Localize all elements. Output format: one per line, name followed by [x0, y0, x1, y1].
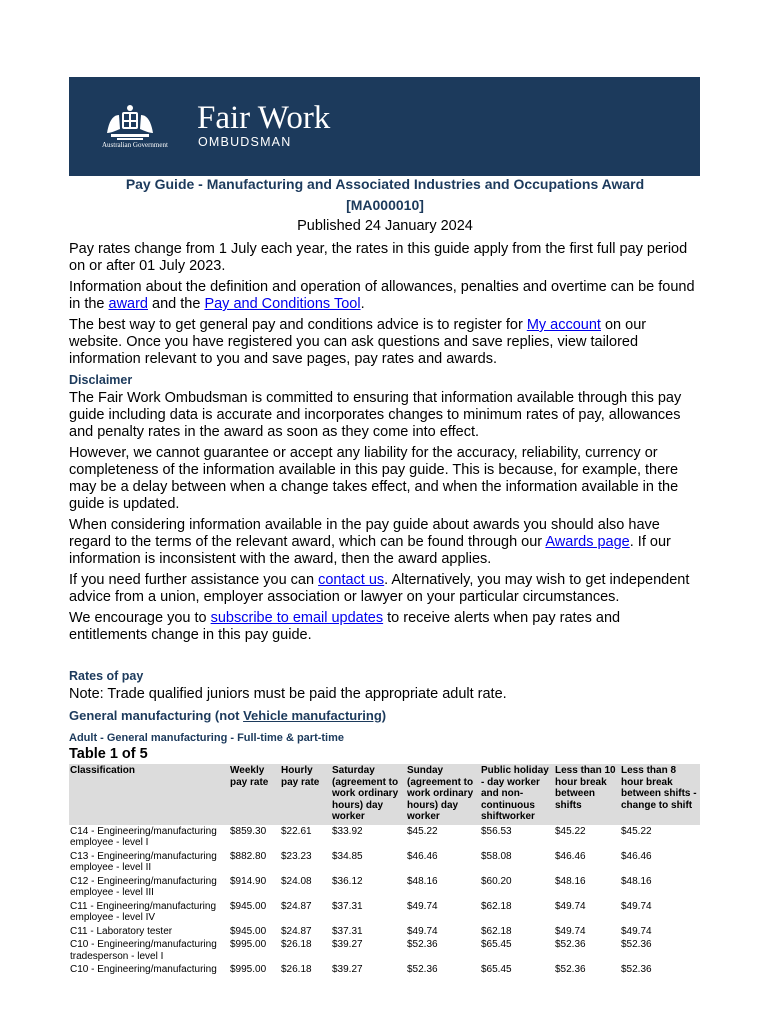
cell-sunday: $48.16 [407, 875, 438, 887]
award-link[interactable]: award [108, 296, 148, 312]
pay-conditions-tool-link[interactable]: Pay and Conditions Tool [204, 296, 361, 312]
cell-less-than-10: $48.16 [555, 875, 586, 887]
cell-saturday: $37.31 [332, 925, 363, 937]
cell-less-than-8: $52.36 [621, 939, 652, 950]
cell-less-than-10: $49.74 [555, 925, 586, 937]
cell-hourly: $22.61 [281, 825, 312, 837]
cell-public-holiday: $65.45 [481, 964, 512, 975]
info-paragraph: Information about the definition and operation of allowances, penalties and overtime can be found in the award and the Pay and Conditions Tool. [69, 279, 695, 312]
cell-saturday: $39.27 [332, 964, 363, 975]
col-classification: Classification [69, 764, 229, 825]
table-title: Table 1 of 5 [69, 746, 148, 762]
col-public-holiday: Public holiday - day worker and non-continuous shiftworker [480, 764, 554, 825]
cell-less-than-8: $49.74 [621, 900, 652, 912]
cell-sunday: $46.46 [407, 850, 438, 862]
cell-weekly: $945.00 [230, 900, 267, 912]
cell-less-than-10: $52.36 [555, 964, 586, 975]
my-account-link[interactable]: My account [526, 317, 601, 333]
disclaimer-paragraph-4: If you need further assistance you can contact us. Alternatively, you may wish to get independent advice from a union, employer association or lawyer on your particular circumstances. [69, 572, 690, 605]
cell-weekly: $914.90 [230, 875, 267, 887]
table-row [69, 875, 700, 900]
published-date: Published 24 January 2024 [297, 218, 473, 234]
trade-juniors-note: Note: Trade qualified juniors must be paid the appropriate adult rate. [69, 686, 507, 702]
table-header-row [69, 764, 700, 825]
col-less-than-10-hour-break: Less than 10 hour break between shifts [554, 764, 620, 825]
contact-us-link[interactable]: contact us [318, 572, 385, 588]
cell-classification: C13 - Engineering/manufacturing employee - level II [70, 850, 217, 873]
cell-classification: C10 - Engineering/manufacturing tradesperson - level I [70, 939, 217, 962]
table-row [69, 825, 700, 850]
brand-subtitle: OMBUDSMAN [198, 135, 292, 149]
rates-of-pay-heading: Rates of pay [69, 669, 144, 683]
cell-hourly: $24.87 [281, 900, 312, 912]
header-banner [69, 77, 700, 176]
cell-weekly: $995.00 [230, 964, 267, 975]
cell-saturday: $33.92 [332, 825, 363, 837]
adult-table-heading: Adult - General manufacturing - Full-time & part-time [69, 732, 345, 744]
cell-saturday: $39.27 [332, 939, 363, 950]
cell-less-than-8: $48.16 [621, 875, 652, 887]
pay-rates-table [69, 764, 700, 977]
cell-less-than-8: $45.22 [621, 825, 652, 837]
subscribe-email-link[interactable]: subscribe to email updates [210, 610, 384, 626]
cell-hourly: $26.18 [281, 939, 312, 950]
coat-of-arms-icon [103, 103, 157, 143]
cell-saturday: $34.85 [332, 850, 363, 862]
cell-less-than-10: $46.46 [555, 850, 586, 862]
cell-less-than-10: $49.74 [555, 900, 586, 912]
advice-paragraph: The best way to get general pay and conditions advice is to register for My account on our website. Once you have registered you can ask questions and save replies, view tailored information relevant to you and save pages, pay rates and awards. [69, 317, 647, 367]
page-title [69, 174, 701, 216]
table-row [69, 925, 700, 939]
cell-sunday: $52.36 [407, 964, 438, 975]
cell-less-than-8: $49.74 [621, 925, 652, 937]
cell-hourly: $23.23 [281, 850, 312, 862]
intro-paragraph: Pay rates change from 1 July each year, the rates in this guide apply from the first full pay period on or after 01 July 2023. [69, 241, 688, 274]
cell-less-than-10: $52.36 [555, 939, 586, 950]
table-row [69, 900, 700, 925]
cell-public-holiday: $58.08 [481, 850, 512, 862]
cell-hourly: $26.18 [281, 964, 312, 975]
disclaimer-paragraph-5: We encourage you to subscribe to email updates to receive alerts when pay rates and entitlements change in this pay guide. [69, 610, 621, 643]
col-weekly-pay-rate: Weekly pay rate [229, 764, 280, 825]
table-row [69, 963, 700, 977]
cell-weekly: $995.00 [230, 939, 267, 950]
title-line-2: [MA000010] [346, 197, 424, 213]
cell-classification: C10 - Engineering/manufacturing [70, 964, 217, 975]
cell-public-holiday: $56.53 [481, 825, 512, 837]
cell-saturday: $37.31 [332, 900, 363, 912]
cell-classification: C12 - Engineering/manufacturing employee - level III [70, 875, 217, 898]
cell-hourly: $24.87 [281, 925, 312, 937]
awards-page-link[interactable]: Awards page [545, 534, 630, 550]
disclaimer-paragraph-1: The Fair Work Ombudsman is committed to ensuring that information available through this pay guide including data is accurate and incorporates changes to minimum rates of pay, allowances and penalty rates in the award as soon as they come into effect. [69, 390, 682, 440]
general-manufacturing-heading: General manufacturing (not Vehicle manufacturing) [69, 708, 387, 723]
document-body [69, 174, 701, 977]
cell-sunday: $49.74 [407, 925, 438, 937]
cell-public-holiday: $62.18 [481, 900, 512, 912]
title-line-1: Pay Guide - Manufacturing and Associated Industries and Occupations Award [125, 176, 645, 192]
col-hourly-pay-rate: Hourly pay rate [280, 764, 331, 825]
cell-weekly: $945.00 [230, 925, 267, 937]
table-row [69, 938, 700, 963]
cell-hourly: $24.08 [281, 875, 312, 887]
cell-sunday: $52.36 [407, 939, 438, 950]
cell-less-than-8: $46.46 [621, 850, 652, 862]
cell-classification: C14 - Engineering/manufacturing employee - level I [70, 825, 217, 848]
brand-name: Fair Work [197, 100, 331, 136]
cell-public-holiday: $60.20 [481, 875, 512, 887]
col-saturday: Saturday (agreement to work ordinary hours) day worker [331, 764, 406, 825]
cell-classification: C11 - Engineering/manufacturing employee - level IV [70, 900, 217, 923]
government-label: Australian Government [102, 141, 168, 149]
col-sunday: Sunday (agreement to work ordinary hours) day worker [406, 764, 480, 825]
disclaimer-heading: Disclaimer [69, 373, 133, 387]
cell-public-holiday: $65.45 [481, 939, 512, 950]
col-less-than-8-hour-break: Less than 8 hour break between shifts - change to shift [620, 764, 700, 825]
cell-less-than-8: $52.36 [621, 964, 652, 975]
cell-sunday: $49.74 [407, 900, 438, 912]
disclaimer-paragraph-3: When considering information available in the pay guide about awards you should also have regard to the terms of the relevant award, which can be found through our Awards page. If our information is inconsistent with the award, then the award applies. [69, 517, 671, 567]
vehicle-manufacturing-link[interactable]: Vehicle manufacturing [243, 708, 382, 723]
disclaimer-paragraph-2: However, we cannot guarantee or accept any liability for the accuracy, reliability, currency or completeness of the information available in this pay guide. This is because, for example, there may be a delay between when a change takes effect, and when the information available in the guide is updated. [69, 445, 679, 512]
table-row [69, 850, 700, 875]
cell-less-than-10: $45.22 [555, 825, 586, 837]
cell-public-holiday: $62.18 [481, 925, 512, 937]
cell-saturday: $36.12 [332, 875, 363, 887]
cell-sunday: $45.22 [407, 825, 438, 837]
cell-classification: C11 - Laboratory tester [70, 925, 173, 937]
cell-weekly: $859.30 [230, 825, 267, 837]
cell-weekly: $882.80 [230, 850, 267, 862]
